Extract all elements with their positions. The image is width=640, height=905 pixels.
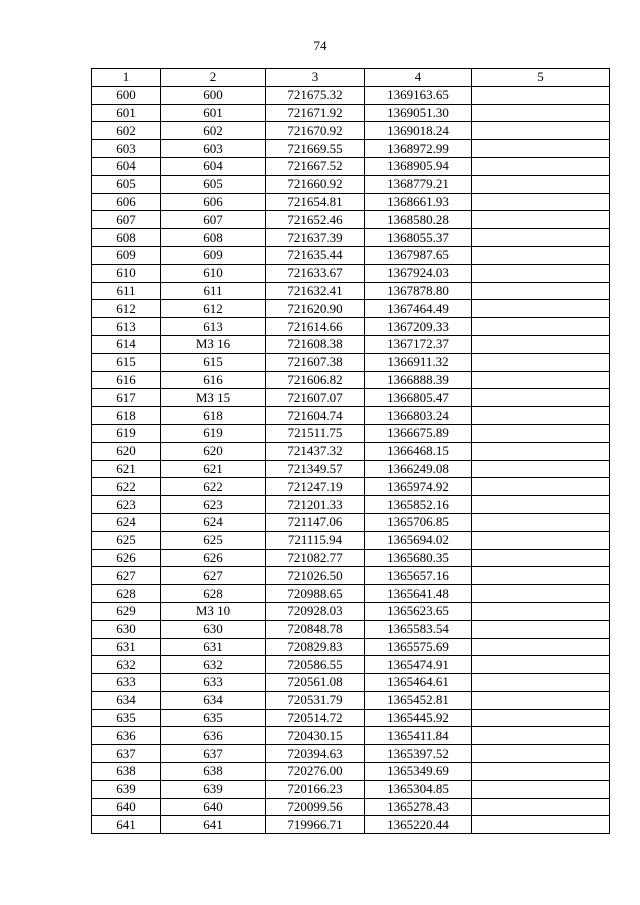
page-number: 74 bbox=[313, 38, 327, 53]
point-name-cell: 619 bbox=[161, 424, 266, 442]
table-row bbox=[92, 549, 610, 567]
x-coordinate-cell: 720988.65 bbox=[266, 585, 365, 603]
note-cell bbox=[472, 691, 610, 709]
table-row bbox=[92, 424, 610, 442]
y-coordinate-cell: 1365641.48 bbox=[365, 585, 472, 603]
row-number-cell: 622 bbox=[92, 478, 161, 496]
note-cell bbox=[472, 407, 610, 425]
point-name-cell: 618 bbox=[161, 407, 266, 425]
x-coordinate-cell: 720848.78 bbox=[266, 620, 365, 638]
table-row bbox=[92, 531, 610, 549]
row-number-cell: 603 bbox=[92, 140, 161, 158]
x-coordinate-cell: 721669.55 bbox=[266, 140, 365, 158]
note-cell bbox=[472, 282, 610, 300]
coordinates-table bbox=[91, 68, 610, 834]
note-cell bbox=[472, 122, 610, 140]
point-name-cell: МЗ 10 bbox=[161, 602, 266, 620]
row-number-cell: 628 bbox=[92, 585, 161, 603]
point-name-cell: 622 bbox=[161, 478, 266, 496]
x-coordinate-cell: 721671.92 bbox=[266, 104, 365, 122]
note-cell bbox=[472, 353, 610, 371]
table-row bbox=[92, 175, 610, 193]
x-coordinate-cell: 720276.00 bbox=[266, 763, 365, 781]
table-row bbox=[92, 407, 610, 425]
table-row bbox=[92, 193, 610, 211]
table-row bbox=[92, 745, 610, 763]
x-coordinate-cell: 721201.33 bbox=[266, 496, 365, 514]
table-row bbox=[92, 211, 610, 229]
column-header-4: 4 bbox=[365, 69, 472, 87]
point-name-cell: 602 bbox=[161, 122, 266, 140]
table-row bbox=[92, 620, 610, 638]
y-coordinate-cell: 1366468.15 bbox=[365, 442, 472, 460]
note-cell bbox=[472, 567, 610, 585]
row-number-cell: 633 bbox=[92, 674, 161, 692]
y-coordinate-cell: 1369051.30 bbox=[365, 104, 472, 122]
y-coordinate-cell: 1365411.84 bbox=[365, 727, 472, 745]
y-coordinate-cell: 1368661.93 bbox=[365, 193, 472, 211]
row-number-cell: 631 bbox=[92, 638, 161, 656]
y-coordinate-cell: 1365452.81 bbox=[365, 691, 472, 709]
row-number-cell: 627 bbox=[92, 567, 161, 585]
y-coordinate-cell: 1365220.44 bbox=[365, 816, 472, 834]
y-coordinate-cell: 1365304.85 bbox=[365, 780, 472, 798]
x-coordinate-cell: 721349.57 bbox=[266, 460, 365, 478]
x-coordinate-cell: 721675.32 bbox=[266, 86, 365, 104]
column-header-2: 2 bbox=[161, 69, 266, 87]
note-cell bbox=[472, 229, 610, 247]
y-coordinate-cell: 1366911.32 bbox=[365, 353, 472, 371]
note-cell bbox=[472, 371, 610, 389]
point-name-cell: 607 bbox=[161, 211, 266, 229]
table-row bbox=[92, 104, 610, 122]
x-coordinate-cell: 720586.55 bbox=[266, 656, 365, 674]
row-number-cell: 604 bbox=[92, 157, 161, 175]
column-header-5: 5 bbox=[472, 69, 610, 87]
row-number-cell: 625 bbox=[92, 531, 161, 549]
row-number-cell: 605 bbox=[92, 175, 161, 193]
row-number-cell: 615 bbox=[92, 353, 161, 371]
row-number-cell: 600 bbox=[92, 86, 161, 104]
point-name-cell: МЗ 15 bbox=[161, 389, 266, 407]
note-cell bbox=[472, 157, 610, 175]
y-coordinate-cell: 1365680.35 bbox=[365, 549, 472, 567]
table-row bbox=[92, 122, 610, 140]
y-coordinate-cell: 1368055.37 bbox=[365, 229, 472, 247]
point-name-cell: 623 bbox=[161, 496, 266, 514]
note-cell bbox=[472, 745, 610, 763]
table-row bbox=[92, 371, 610, 389]
point-name-cell: 637 bbox=[161, 745, 266, 763]
point-name-cell: 613 bbox=[161, 318, 266, 336]
note-cell bbox=[472, 602, 610, 620]
x-coordinate-cell: 721632.41 bbox=[266, 282, 365, 300]
row-number-cell: 638 bbox=[92, 763, 161, 781]
note-cell bbox=[472, 424, 610, 442]
note-cell bbox=[472, 549, 610, 567]
y-coordinate-cell: 1369018.24 bbox=[365, 122, 472, 140]
y-coordinate-cell: 1365397.52 bbox=[365, 745, 472, 763]
y-coordinate-cell: 1367464.49 bbox=[365, 300, 472, 318]
point-name-cell: 620 bbox=[161, 442, 266, 460]
note-cell bbox=[472, 816, 610, 834]
point-name-cell: 624 bbox=[161, 513, 266, 531]
y-coordinate-cell: 1365464.61 bbox=[365, 674, 472, 692]
table-row bbox=[92, 638, 610, 656]
x-coordinate-cell: 720928.03 bbox=[266, 602, 365, 620]
y-coordinate-cell: 1365623.65 bbox=[365, 602, 472, 620]
table-row bbox=[92, 86, 610, 104]
row-number-cell: 630 bbox=[92, 620, 161, 638]
note-cell bbox=[472, 585, 610, 603]
note-cell bbox=[472, 104, 610, 122]
row-number-cell: 624 bbox=[92, 513, 161, 531]
row-number-cell: 636 bbox=[92, 727, 161, 745]
note-cell bbox=[472, 780, 610, 798]
row-number-cell: 619 bbox=[92, 424, 161, 442]
x-coordinate-cell: 721607.38 bbox=[266, 353, 365, 371]
point-name-cell: 628 bbox=[161, 585, 266, 603]
table-row bbox=[92, 763, 610, 781]
x-coordinate-cell: 721604.74 bbox=[266, 407, 365, 425]
row-number-cell: 637 bbox=[92, 745, 161, 763]
row-number-cell: 632 bbox=[92, 656, 161, 674]
x-coordinate-cell: 721652.46 bbox=[266, 211, 365, 229]
x-coordinate-cell: 720561.08 bbox=[266, 674, 365, 692]
point-name-cell: 600 bbox=[161, 86, 266, 104]
table-row bbox=[92, 353, 610, 371]
table-row bbox=[92, 157, 610, 175]
note-cell bbox=[472, 318, 610, 336]
x-coordinate-cell: 720514.72 bbox=[266, 709, 365, 727]
x-coordinate-cell: 721247.19 bbox=[266, 478, 365, 496]
y-coordinate-cell: 1368779.21 bbox=[365, 175, 472, 193]
x-coordinate-cell: 721654.81 bbox=[266, 193, 365, 211]
point-name-cell: 638 bbox=[161, 763, 266, 781]
note-cell bbox=[472, 513, 610, 531]
y-coordinate-cell: 1366249.08 bbox=[365, 460, 472, 478]
point-name-cell: 635 bbox=[161, 709, 266, 727]
note-cell bbox=[472, 727, 610, 745]
row-number-cell: 640 bbox=[92, 798, 161, 816]
note-cell bbox=[472, 175, 610, 193]
point-name-cell: 627 bbox=[161, 567, 266, 585]
x-coordinate-cell: 721437.32 bbox=[266, 442, 365, 460]
table-row bbox=[92, 816, 610, 834]
x-coordinate-cell: 721660.92 bbox=[266, 175, 365, 193]
point-name-cell: 604 bbox=[161, 157, 266, 175]
row-number-cell: 606 bbox=[92, 193, 161, 211]
y-coordinate-cell: 1365706.85 bbox=[365, 513, 472, 531]
note-cell bbox=[472, 193, 610, 211]
row-number-cell: 611 bbox=[92, 282, 161, 300]
row-number-cell: 612 bbox=[92, 300, 161, 318]
row-number-cell: 601 bbox=[92, 104, 161, 122]
note-cell bbox=[472, 264, 610, 282]
y-coordinate-cell: 1365974.92 bbox=[365, 478, 472, 496]
point-name-cell: 630 bbox=[161, 620, 266, 638]
y-coordinate-cell: 1368905.94 bbox=[365, 157, 472, 175]
table-row bbox=[92, 318, 610, 336]
x-coordinate-cell: 721115.94 bbox=[266, 531, 365, 549]
y-coordinate-cell: 1365694.02 bbox=[365, 531, 472, 549]
y-coordinate-cell: 1365349.69 bbox=[365, 763, 472, 781]
point-name-cell: 633 bbox=[161, 674, 266, 692]
x-coordinate-cell: 721606.82 bbox=[266, 371, 365, 389]
x-coordinate-cell: 721607.07 bbox=[266, 389, 365, 407]
y-coordinate-cell: 1365474.91 bbox=[365, 656, 472, 674]
x-coordinate-cell: 721147.06 bbox=[266, 513, 365, 531]
table-row bbox=[92, 264, 610, 282]
row-number-cell: 621 bbox=[92, 460, 161, 478]
x-coordinate-cell: 721608.38 bbox=[266, 335, 365, 353]
table-row bbox=[92, 282, 610, 300]
point-name-cell: 636 bbox=[161, 727, 266, 745]
y-coordinate-cell: 1365583.54 bbox=[365, 620, 472, 638]
note-cell bbox=[472, 246, 610, 264]
point-name-cell: 615 bbox=[161, 353, 266, 371]
x-coordinate-cell: 719966.71 bbox=[266, 816, 365, 834]
point-name-cell: 601 bbox=[161, 104, 266, 122]
point-name-cell: 611 bbox=[161, 282, 266, 300]
table-row bbox=[92, 246, 610, 264]
table-row bbox=[92, 140, 610, 158]
y-coordinate-cell: 1367209.33 bbox=[365, 318, 472, 336]
table-row bbox=[92, 798, 610, 816]
column-header-3: 3 bbox=[266, 69, 365, 87]
row-number-cell: 639 bbox=[92, 780, 161, 798]
y-coordinate-cell: 1367987.65 bbox=[365, 246, 472, 264]
point-name-cell: 605 bbox=[161, 175, 266, 193]
row-number-cell: 629 bbox=[92, 602, 161, 620]
x-coordinate-cell: 720394.63 bbox=[266, 745, 365, 763]
column-header-1: 1 bbox=[92, 69, 161, 87]
point-name-cell: 639 bbox=[161, 780, 266, 798]
table-row bbox=[92, 513, 610, 531]
row-number-cell: 617 bbox=[92, 389, 161, 407]
table-row bbox=[92, 691, 610, 709]
note-cell bbox=[472, 531, 610, 549]
point-name-cell: 632 bbox=[161, 656, 266, 674]
point-name-cell: МЗ 16 bbox=[161, 335, 266, 353]
row-number-cell: 635 bbox=[92, 709, 161, 727]
table-header-row bbox=[92, 69, 610, 87]
note-cell bbox=[472, 211, 610, 229]
y-coordinate-cell: 1366888.39 bbox=[365, 371, 472, 389]
y-coordinate-cell: 1365445.92 bbox=[365, 709, 472, 727]
row-number-cell: 608 bbox=[92, 229, 161, 247]
table-row bbox=[92, 727, 610, 745]
point-name-cell: 631 bbox=[161, 638, 266, 656]
x-coordinate-cell: 721670.92 bbox=[266, 122, 365, 140]
y-coordinate-cell: 1366803.24 bbox=[365, 407, 472, 425]
y-coordinate-cell: 1365575.69 bbox=[365, 638, 472, 656]
x-coordinate-cell: 721511.75 bbox=[266, 424, 365, 442]
table-row bbox=[92, 442, 610, 460]
point-name-cell: 641 bbox=[161, 816, 266, 834]
table-row bbox=[92, 229, 610, 247]
table-row bbox=[92, 674, 610, 692]
note-cell bbox=[472, 300, 610, 318]
x-coordinate-cell: 721667.52 bbox=[266, 157, 365, 175]
note-cell bbox=[472, 496, 610, 514]
point-name-cell: 606 bbox=[161, 193, 266, 211]
x-coordinate-cell: 720166.23 bbox=[266, 780, 365, 798]
row-number-cell: 626 bbox=[92, 549, 161, 567]
row-number-cell: 634 bbox=[92, 691, 161, 709]
row-number-cell: 616 bbox=[92, 371, 161, 389]
row-number-cell: 610 bbox=[92, 264, 161, 282]
x-coordinate-cell: 721637.39 bbox=[266, 229, 365, 247]
row-number-cell: 614 bbox=[92, 335, 161, 353]
y-coordinate-cell: 1366805.47 bbox=[365, 389, 472, 407]
note-cell bbox=[472, 478, 610, 496]
point-name-cell: 616 bbox=[161, 371, 266, 389]
note-cell bbox=[472, 656, 610, 674]
x-coordinate-cell: 720430.15 bbox=[266, 727, 365, 745]
point-name-cell: 626 bbox=[161, 549, 266, 567]
y-coordinate-cell: 1367172.37 bbox=[365, 335, 472, 353]
x-coordinate-cell: 720099.56 bbox=[266, 798, 365, 816]
y-coordinate-cell: 1369163.65 bbox=[365, 86, 472, 104]
table-row bbox=[92, 460, 610, 478]
x-coordinate-cell: 720829.83 bbox=[266, 638, 365, 656]
table-row bbox=[92, 780, 610, 798]
table-row bbox=[92, 709, 610, 727]
x-coordinate-cell: 721026.50 bbox=[266, 567, 365, 585]
point-name-cell: 621 bbox=[161, 460, 266, 478]
x-coordinate-cell: 721633.67 bbox=[266, 264, 365, 282]
table-row bbox=[92, 496, 610, 514]
point-name-cell: 609 bbox=[161, 246, 266, 264]
note-cell bbox=[472, 442, 610, 460]
y-coordinate-cell: 1365278.43 bbox=[365, 798, 472, 816]
note-cell bbox=[472, 389, 610, 407]
table-row bbox=[92, 300, 610, 318]
table-row bbox=[92, 602, 610, 620]
table-row bbox=[92, 478, 610, 496]
table-row bbox=[92, 585, 610, 603]
note-cell bbox=[472, 709, 610, 727]
point-name-cell: 608 bbox=[161, 229, 266, 247]
y-coordinate-cell: 1367924.03 bbox=[365, 264, 472, 282]
row-number-cell: 607 bbox=[92, 211, 161, 229]
note-cell bbox=[472, 140, 610, 158]
note-cell bbox=[472, 798, 610, 816]
note-cell bbox=[472, 335, 610, 353]
table-row bbox=[92, 656, 610, 674]
row-number-cell: 641 bbox=[92, 816, 161, 834]
x-coordinate-cell: 721635.44 bbox=[266, 246, 365, 264]
table-row bbox=[92, 389, 610, 407]
row-number-cell: 609 bbox=[92, 246, 161, 264]
row-number-cell: 623 bbox=[92, 496, 161, 514]
note-cell bbox=[472, 460, 610, 478]
note-cell bbox=[472, 763, 610, 781]
point-name-cell: 610 bbox=[161, 264, 266, 282]
point-name-cell: 625 bbox=[161, 531, 266, 549]
point-name-cell: 612 bbox=[161, 300, 266, 318]
table-row bbox=[92, 567, 610, 585]
y-coordinate-cell: 1368972.99 bbox=[365, 140, 472, 158]
row-number-cell: 620 bbox=[92, 442, 161, 460]
x-coordinate-cell: 721614.66 bbox=[266, 318, 365, 336]
y-coordinate-cell: 1366675.89 bbox=[365, 424, 472, 442]
table-body bbox=[92, 86, 610, 833]
table-row bbox=[92, 335, 610, 353]
y-coordinate-cell: 1368580.28 bbox=[365, 211, 472, 229]
x-coordinate-cell: 720531.79 bbox=[266, 691, 365, 709]
point-name-cell: 640 bbox=[161, 798, 266, 816]
note-cell bbox=[472, 674, 610, 692]
y-coordinate-cell: 1365852.16 bbox=[365, 496, 472, 514]
point-name-cell: 603 bbox=[161, 140, 266, 158]
y-coordinate-cell: 1367878.80 bbox=[365, 282, 472, 300]
point-name-cell: 634 bbox=[161, 691, 266, 709]
note-cell bbox=[472, 638, 610, 656]
x-coordinate-cell: 721082.77 bbox=[266, 549, 365, 567]
row-number-cell: 602 bbox=[92, 122, 161, 140]
y-coordinate-cell: 1365657.16 bbox=[365, 567, 472, 585]
note-cell bbox=[472, 620, 610, 638]
note-cell bbox=[472, 86, 610, 104]
row-number-cell: 618 bbox=[92, 407, 161, 425]
row-number-cell: 613 bbox=[92, 318, 161, 336]
x-coordinate-cell: 721620.90 bbox=[266, 300, 365, 318]
